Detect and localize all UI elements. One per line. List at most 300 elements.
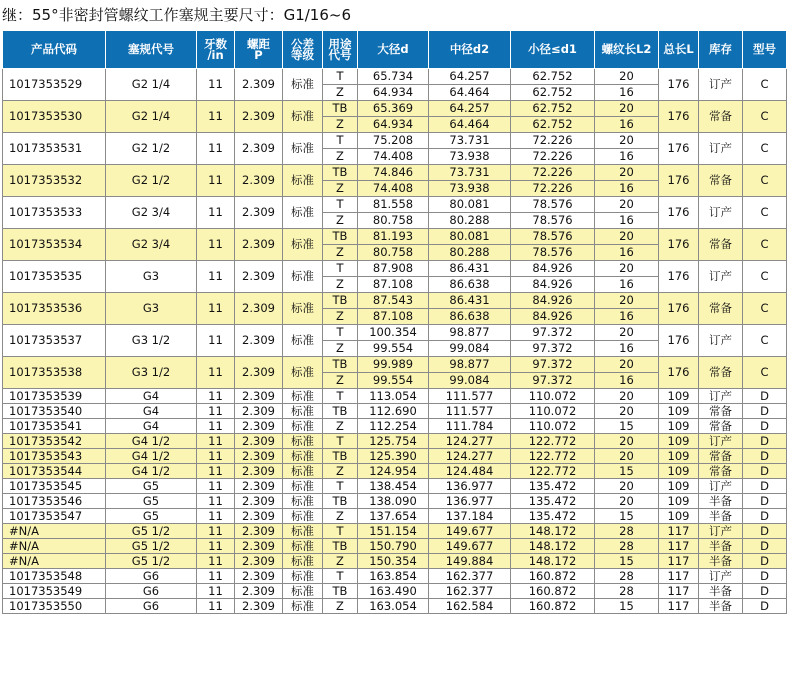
stock-cell: 订产 — [699, 69, 743, 101]
minor-diameter-cell: 84.926 — [511, 293, 595, 309]
major-diameter-cell: 87.108 — [358, 277, 429, 293]
product-code-cell: 1017353536 — [3, 293, 106, 325]
gauge-code-cell: G2 3/4 — [106, 197, 197, 229]
header-gauge-code — [106, 31, 197, 69]
table-row — [3, 165, 787, 181]
product-code-cell: 1017353549 — [3, 584, 106, 599]
minor-diameter-cell: 110.072 — [511, 404, 595, 419]
tpi-cell: 11 — [197, 69, 235, 101]
tolerance-cell: 标准 — [283, 357, 323, 389]
product-code-cell: 1017353529 — [3, 69, 106, 101]
product-code-cell: 1017353546 — [3, 494, 106, 509]
table-row — [3, 229, 787, 245]
tpi-cell: 11 — [197, 569, 235, 584]
pitch-cell: 2.309 — [235, 101, 283, 133]
usage-code-cell: TB — [323, 101, 358, 117]
pitch-diameter-cell: 86.431 — [429, 293, 511, 309]
usage-code-cell: TB — [323, 165, 358, 181]
usage-code-cell: T — [323, 524, 358, 539]
type-cell: D — [743, 554, 787, 569]
tolerance-cell: 标准 — [283, 554, 323, 569]
tpi-cell: 11 — [197, 494, 235, 509]
pitch-diameter-cell: 73.938 — [429, 181, 511, 197]
header-label: 螺纹长L2 — [601, 42, 652, 56]
pitch-cell: 2.309 — [235, 539, 283, 554]
header-label: 产品代码 — [31, 42, 77, 56]
tolerance-cell: 标准 — [283, 449, 323, 464]
stock-cell: 常备 — [699, 357, 743, 389]
thread-length-cell: 20 — [595, 357, 659, 373]
header-label: 公差 — [291, 36, 314, 51]
major-diameter-cell: 124.954 — [358, 464, 429, 479]
pitch-diameter-cell: 99.084 — [429, 373, 511, 389]
usage-code-cell: Z — [323, 277, 358, 293]
type-cell: D — [743, 419, 787, 434]
pitch-cell: 2.309 — [235, 599, 283, 614]
product-code-cell: 1017353537 — [3, 325, 106, 357]
header-label: 总长L — [663, 42, 694, 56]
header-major-diameter — [358, 31, 429, 69]
total-length-cell: 176 — [659, 165, 699, 197]
stock-cell: 订产 — [699, 133, 743, 165]
tpi-cell: 11 — [197, 599, 235, 614]
table-row — [3, 479, 787, 494]
stock-cell: 订产 — [699, 197, 743, 229]
type-cell: D — [743, 584, 787, 599]
pitch-diameter-cell: 98.877 — [429, 357, 511, 373]
minor-diameter-cell: 97.372 — [511, 373, 595, 389]
pitch-cell: 2.309 — [235, 293, 283, 325]
total-length-cell: 176 — [659, 325, 699, 357]
minor-diameter-cell: 97.372 — [511, 357, 595, 373]
tpi-cell: 11 — [197, 419, 235, 434]
product-code-cell: 1017353541 — [3, 419, 106, 434]
thread-length-cell: 15 — [595, 599, 659, 614]
product-code-cell: 1017353550 — [3, 599, 106, 614]
minor-diameter-cell: 110.072 — [511, 389, 595, 404]
minor-diameter-cell: 72.226 — [511, 149, 595, 165]
gauge-code-cell: G3 1/2 — [106, 325, 197, 357]
stock-cell: 半备 — [699, 539, 743, 554]
tpi-cell: 11 — [197, 554, 235, 569]
pitch-diameter-cell: 73.938 — [429, 149, 511, 165]
pitch-cell: 2.309 — [235, 449, 283, 464]
tolerance-cell: 标准 — [283, 261, 323, 293]
type-cell: D — [743, 434, 787, 449]
thread-length-cell: 20 — [595, 261, 659, 277]
product-code-cell: 1017353538 — [3, 357, 106, 389]
table-row — [3, 449, 787, 464]
minor-diameter-cell: 135.472 — [511, 479, 595, 494]
pitch-diameter-cell: 80.288 — [429, 213, 511, 229]
table-row — [3, 419, 787, 434]
total-length-cell: 176 — [659, 197, 699, 229]
major-diameter-cell: 100.354 — [358, 325, 429, 341]
tolerance-cell: 标准 — [283, 599, 323, 614]
type-cell: C — [743, 229, 787, 261]
tolerance-cell: 标准 — [283, 494, 323, 509]
table-header-row — [3, 31, 787, 69]
type-cell: D — [743, 524, 787, 539]
usage-code-cell: Z — [323, 554, 358, 569]
major-diameter-cell: 87.908 — [358, 261, 429, 277]
header-minor-diameter — [511, 31, 595, 69]
major-diameter-cell: 125.390 — [358, 449, 429, 464]
tolerance-cell: 标准 — [283, 509, 323, 524]
usage-code-cell: Z — [323, 373, 358, 389]
minor-diameter-cell: 160.872 — [511, 599, 595, 614]
header-label: P — [254, 47, 263, 62]
tolerance-cell: 标准 — [283, 404, 323, 419]
tpi-cell: 11 — [197, 524, 235, 539]
minor-diameter-cell: 160.872 — [511, 569, 595, 584]
tpi-cell: 11 — [197, 325, 235, 357]
thread-length-cell: 16 — [595, 181, 659, 197]
usage-code-cell: TB — [323, 404, 358, 419]
stock-cell: 半备 — [699, 509, 743, 524]
minor-diameter-cell: 72.226 — [511, 133, 595, 149]
usage-code-cell: Z — [323, 464, 358, 479]
major-diameter-cell: 81.558 — [358, 197, 429, 213]
gauge-code-cell: G4 1/2 — [106, 464, 197, 479]
tpi-cell: 11 — [197, 133, 235, 165]
thread-length-cell: 20 — [595, 389, 659, 404]
pitch-diameter-cell: 73.731 — [429, 133, 511, 149]
pitch-diameter-cell: 137.184 — [429, 509, 511, 524]
thread-length-cell: 20 — [595, 494, 659, 509]
minor-diameter-cell: 122.772 — [511, 464, 595, 479]
thread-length-cell: 15 — [595, 554, 659, 569]
stock-cell: 半备 — [699, 599, 743, 614]
header-label: 等级 — [291, 47, 314, 62]
type-cell: D — [743, 539, 787, 554]
minor-diameter-cell: 78.576 — [511, 197, 595, 213]
major-diameter-cell: 74.408 — [358, 149, 429, 165]
usage-code-cell: TB — [323, 357, 358, 373]
pitch-diameter-cell: 149.677 — [429, 539, 511, 554]
thread-length-cell: 28 — [595, 569, 659, 584]
thread-length-cell: 16 — [595, 309, 659, 325]
minor-diameter-cell: 72.226 — [511, 165, 595, 181]
header-label: 中径d2 — [449, 42, 490, 56]
pitch-diameter-cell: 124.277 — [429, 449, 511, 464]
usage-code-cell: TB — [323, 293, 358, 309]
major-diameter-cell: 87.543 — [358, 293, 429, 309]
pitch-cell: 2.309 — [235, 389, 283, 404]
major-diameter-cell: 137.654 — [358, 509, 429, 524]
pitch-diameter-cell: 80.081 — [429, 197, 511, 213]
table-row — [3, 197, 787, 213]
gauge-code-cell: G4 1/2 — [106, 434, 197, 449]
pitch-cell: 2.309 — [235, 229, 283, 261]
stock-cell: 常备 — [699, 293, 743, 325]
usage-code-cell: Z — [323, 149, 358, 165]
gauge-code-cell: G6 — [106, 584, 197, 599]
tpi-cell: 11 — [197, 229, 235, 261]
major-diameter-cell: 113.054 — [358, 389, 429, 404]
header-type — [743, 31, 787, 69]
type-cell: C — [743, 69, 787, 101]
usage-code-cell: TB — [323, 539, 358, 554]
major-diameter-cell: 64.934 — [358, 85, 429, 101]
thread-length-cell: 20 — [595, 325, 659, 341]
gauge-code-cell: G2 1/2 — [106, 133, 197, 165]
pitch-cell: 2.309 — [235, 325, 283, 357]
pitch-diameter-cell: 124.484 — [429, 464, 511, 479]
thread-length-cell: 20 — [595, 479, 659, 494]
tpi-cell: 11 — [197, 434, 235, 449]
product-code-cell: 1017353539 — [3, 389, 106, 404]
header-label: 螺距 — [247, 36, 270, 51]
total-length-cell: 109 — [659, 509, 699, 524]
tolerance-cell: 标准 — [283, 101, 323, 133]
table-row — [3, 494, 787, 509]
total-length-cell: 176 — [659, 133, 699, 165]
type-cell: C — [743, 325, 787, 357]
gauge-code-cell: G3 — [106, 293, 197, 325]
total-length-cell: 117 — [659, 584, 699, 599]
minor-diameter-cell: 148.172 — [511, 524, 595, 539]
tpi-cell: 11 — [197, 165, 235, 197]
type-cell: D — [743, 509, 787, 524]
total-length-cell: 117 — [659, 554, 699, 569]
thread-length-cell: 16 — [595, 245, 659, 261]
stock-cell: 半备 — [699, 494, 743, 509]
tpi-cell: 11 — [197, 464, 235, 479]
type-cell: C — [743, 357, 787, 389]
product-code-cell: 1017353532 — [3, 165, 106, 197]
pitch-diameter-cell: 162.377 — [429, 584, 511, 599]
pitch-diameter-cell: 136.977 — [429, 479, 511, 494]
product-code-cell: 1017353544 — [3, 464, 106, 479]
pitch-cell: 2.309 — [235, 197, 283, 229]
pitch-diameter-cell: 149.884 — [429, 554, 511, 569]
tolerance-cell: 标准 — [283, 325, 323, 357]
tpi-cell: 11 — [197, 357, 235, 389]
minor-diameter-cell: 97.372 — [511, 325, 595, 341]
tpi-cell: 11 — [197, 261, 235, 293]
gauge-code-cell: G5 — [106, 494, 197, 509]
pitch-diameter-cell: 124.277 — [429, 434, 511, 449]
stock-cell: 常备 — [699, 165, 743, 197]
usage-code-cell: TB — [323, 494, 358, 509]
usage-code-cell: T — [323, 479, 358, 494]
stock-cell: 订产 — [699, 261, 743, 293]
usage-code-cell: Z — [323, 213, 358, 229]
product-code-cell: 1017353542 — [3, 434, 106, 449]
usage-code-cell: T — [323, 69, 358, 85]
gauge-code-cell: G4 1/2 — [106, 449, 197, 464]
gauge-code-cell: G3 1/2 — [106, 357, 197, 389]
product-code-cell: #N/A — [3, 524, 106, 539]
major-diameter-cell: 163.854 — [358, 569, 429, 584]
major-diameter-cell: 74.408 — [358, 181, 429, 197]
usage-code-cell: TB — [323, 449, 358, 464]
type-cell: C — [743, 261, 787, 293]
major-diameter-cell: 138.090 — [358, 494, 429, 509]
type-cell: C — [743, 165, 787, 197]
table-row — [3, 509, 787, 524]
total-length-cell: 117 — [659, 569, 699, 584]
product-code-cell: 1017353547 — [3, 509, 106, 524]
total-length-cell: 117 — [659, 539, 699, 554]
pitch-diameter-cell: 111.577 — [429, 389, 511, 404]
table-row — [3, 554, 787, 569]
type-cell: D — [743, 494, 787, 509]
stock-cell: 常备 — [699, 464, 743, 479]
gauge-code-cell: G5 1/2 — [106, 539, 197, 554]
tolerance-cell: 标准 — [283, 434, 323, 449]
table-row — [3, 357, 787, 373]
minor-diameter-cell: 122.772 — [511, 449, 595, 464]
thread-length-cell: 20 — [595, 197, 659, 213]
minor-diameter-cell: 62.752 — [511, 85, 595, 101]
pitch-cell: 2.309 — [235, 69, 283, 101]
table-row — [3, 599, 787, 614]
tolerance-cell: 标准 — [283, 569, 323, 584]
gauge-code-cell: G2 1/4 — [106, 101, 197, 133]
pitch-diameter-cell: 64.464 — [429, 85, 511, 101]
usage-code-cell: Z — [323, 419, 358, 434]
pitch-cell: 2.309 — [235, 464, 283, 479]
thread-length-cell: 20 — [595, 293, 659, 309]
major-diameter-cell: 112.254 — [358, 419, 429, 434]
minor-diameter-cell: 135.472 — [511, 509, 595, 524]
type-cell: D — [743, 449, 787, 464]
minor-diameter-cell: 72.226 — [511, 181, 595, 197]
table-row — [3, 101, 787, 117]
thread-length-cell: 28 — [595, 539, 659, 554]
major-diameter-cell: 163.054 — [358, 599, 429, 614]
type-cell: D — [743, 599, 787, 614]
major-diameter-cell: 80.758 — [358, 213, 429, 229]
table-row — [3, 404, 787, 419]
thread-length-cell: 16 — [595, 341, 659, 357]
gauge-code-cell: G2 1/2 — [106, 165, 197, 197]
gauge-code-cell: G3 — [106, 261, 197, 293]
stock-cell: 常备 — [699, 404, 743, 419]
header-label: 库存 — [709, 42, 732, 56]
gauge-code-cell: G2 1/4 — [106, 69, 197, 101]
total-length-cell: 176 — [659, 261, 699, 293]
header-usage-code — [323, 31, 358, 69]
pitch-cell: 2.309 — [235, 524, 283, 539]
header-label: 代号 — [328, 47, 352, 62]
major-diameter-cell: 81.193 — [358, 229, 429, 245]
major-diameter-cell: 150.790 — [358, 539, 429, 554]
pitch-diameter-cell: 64.257 — [429, 101, 511, 117]
gauge-code-cell: G6 — [106, 569, 197, 584]
usage-code-cell: T — [323, 325, 358, 341]
table-body — [3, 69, 787, 614]
gauge-code-cell: G6 — [106, 599, 197, 614]
major-diameter-cell: 99.554 — [358, 341, 429, 357]
major-diameter-cell: 64.934 — [358, 117, 429, 133]
thread-length-cell: 20 — [595, 404, 659, 419]
thread-length-cell: 16 — [595, 277, 659, 293]
type-cell: D — [743, 464, 787, 479]
table-row — [3, 261, 787, 277]
total-length-cell: 109 — [659, 494, 699, 509]
minor-diameter-cell: 84.926 — [511, 309, 595, 325]
header-label: 牙数 — [204, 36, 227, 51]
tpi-cell: 11 — [197, 404, 235, 419]
header-stock — [699, 31, 743, 69]
tpi-cell: 11 — [197, 584, 235, 599]
major-diameter-cell: 80.758 — [358, 245, 429, 261]
usage-code-cell: TB — [323, 229, 358, 245]
gauge-code-cell: G4 — [106, 419, 197, 434]
product-code-cell: 1017353530 — [3, 101, 106, 133]
minor-diameter-cell: 110.072 — [511, 419, 595, 434]
thread-length-cell: 16 — [595, 85, 659, 101]
pitch-diameter-cell: 111.577 — [429, 404, 511, 419]
pitch-diameter-cell: 64.464 — [429, 117, 511, 133]
pitch-diameter-cell: 98.877 — [429, 325, 511, 341]
usage-code-cell: Z — [323, 245, 358, 261]
usage-code-cell: Z — [323, 509, 358, 524]
header-pitch — [235, 31, 283, 69]
usage-code-cell: TB — [323, 584, 358, 599]
pitch-diameter-cell: 64.257 — [429, 69, 511, 85]
pitch-diameter-cell: 149.677 — [429, 524, 511, 539]
thread-length-cell: 16 — [595, 213, 659, 229]
header-label: 小径≤d1 — [528, 42, 577, 56]
stock-cell: 常备 — [699, 229, 743, 261]
thread-length-cell: 20 — [595, 101, 659, 117]
tolerance-cell: 标准 — [283, 165, 323, 197]
table-row — [3, 434, 787, 449]
gauge-code-cell: G5 — [106, 509, 197, 524]
header-tolerance-grade — [283, 31, 323, 69]
minor-diameter-cell: 78.576 — [511, 213, 595, 229]
tolerance-cell: 标准 — [283, 69, 323, 101]
usage-code-cell: Z — [323, 181, 358, 197]
pitch-diameter-cell: 162.584 — [429, 599, 511, 614]
header-label: /in — [207, 47, 224, 62]
tolerance-cell: 标准 — [283, 419, 323, 434]
thread-length-cell: 16 — [595, 373, 659, 389]
tpi-cell: 11 — [197, 509, 235, 524]
table-row — [3, 69, 787, 85]
minor-diameter-cell: 135.472 — [511, 494, 595, 509]
tpi-cell: 11 — [197, 389, 235, 404]
header-label: 大径d — [377, 42, 409, 56]
type-cell: D — [743, 569, 787, 584]
pitch-diameter-cell: 86.638 — [429, 277, 511, 293]
table-row — [3, 584, 787, 599]
tpi-cell: 11 — [197, 101, 235, 133]
tpi-cell: 11 — [197, 293, 235, 325]
stock-cell: 常备 — [699, 101, 743, 133]
header-label: 型号 — [753, 42, 776, 56]
minor-diameter-cell: 62.752 — [511, 101, 595, 117]
total-length-cell: 109 — [659, 434, 699, 449]
pitch-cell: 2.309 — [235, 133, 283, 165]
total-length-cell: 109 — [659, 449, 699, 464]
table-row — [3, 133, 787, 149]
minor-diameter-cell: 122.772 — [511, 434, 595, 449]
thread-length-cell: 28 — [595, 584, 659, 599]
thread-length-cell: 20 — [595, 133, 659, 149]
stock-cell: 订产 — [699, 569, 743, 584]
usage-code-cell: Z — [323, 85, 358, 101]
minor-diameter-cell: 160.872 — [511, 584, 595, 599]
table-row — [3, 293, 787, 309]
minor-diameter-cell: 62.752 — [511, 69, 595, 85]
total-length-cell: 176 — [659, 357, 699, 389]
minor-diameter-cell: 62.752 — [511, 117, 595, 133]
